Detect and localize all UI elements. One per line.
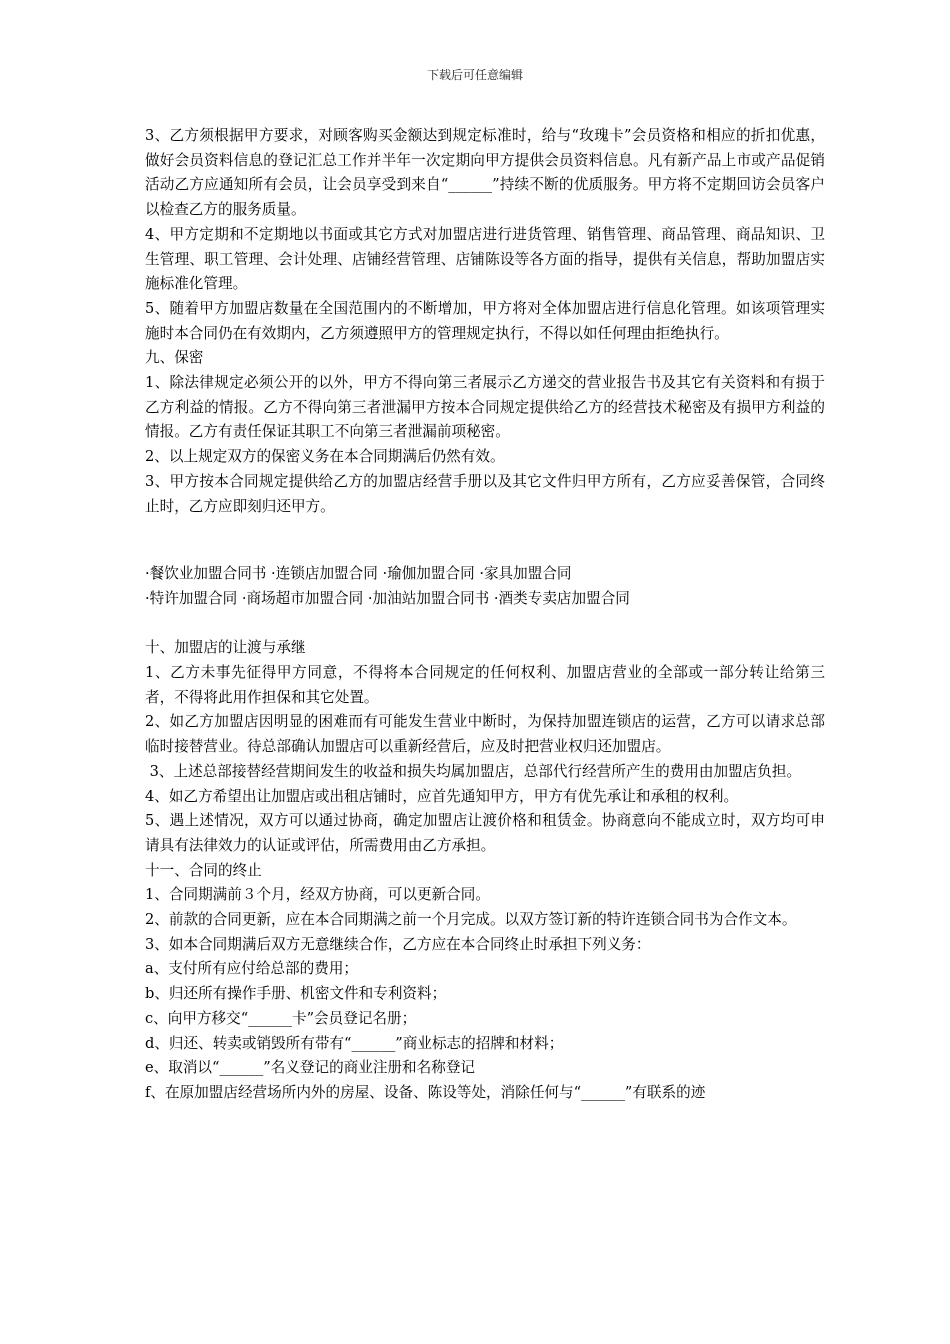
list-item: a、支付所有应付给总部的费用； xyxy=(145,960,359,978)
paragraph: 4、如乙方希望出让加盟店或出租店铺时，应首先通知甲方，甲方有优先承让和承租的权利。 xyxy=(145,787,739,805)
paragraph: 2、前款的合同更新，应在本合同期满之前一个月完成。以双方签订新的特许连锁合同书为合作文本。 xyxy=(145,911,797,929)
section-heading: 九、保密 xyxy=(145,349,204,367)
section-heading: 十一、合同的终止 xyxy=(145,861,262,879)
section-b xyxy=(145,636,825,1105)
page-header: 下载后可任意编辑 xyxy=(426,68,523,82)
paragraph: 1、合同期满前３个月，经双方协商，可以更新合同。 xyxy=(145,886,490,904)
paragraph: 2、以上规定双方的保密义务在本合同期满后仍然有效。 xyxy=(145,448,505,466)
related-link[interactable]: ·商场超市加盟合同 xyxy=(241,589,364,607)
related-link[interactable]: ·餐饮业加盟合同书 xyxy=(145,565,267,583)
related-link[interactable]: ·瑜伽加盟合同 xyxy=(382,565,475,583)
related-link[interactable]: ·家具加盟合同 xyxy=(479,565,572,583)
related-links xyxy=(145,562,825,611)
related-link[interactable]: ·连锁店加盟合同 xyxy=(271,565,378,583)
related-links-row xyxy=(145,562,825,587)
paragraph: 3、上述总部接替经营期间发生的收益和损失均属加盟店，总部代行经营所产生的费用由加盟店负担。 xyxy=(145,762,802,780)
gap xyxy=(145,519,825,562)
paragraph: 3、甲方按本合同规定提供给乙方的加盟店经营手册以及其它文件归甲方所有，乙方应妥善保管，合同终止时，乙方应即刻归还甲方。 xyxy=(145,472,825,515)
paragraph: 4、甲方定期和不定期地以书面或其它方式对加盟店进行进货管理、销售管理、商品管理、商品知识、卫生管理、职工管理、会计处理、店铺经营管理、店铺陈设等各方面的指导，提供有关信息，帮助加盟店实施标准化管理。 xyxy=(145,225,825,293)
related-link[interactable]: ·特许加盟合同 xyxy=(145,589,238,607)
section-a xyxy=(145,124,825,519)
paragraph: 5、随着甲方加盟店数量在全国范围内的不断增加，甲方将对全体加盟店进行信息化管理。如该项管理实施时本合同仍在有效期内，乙方须遵照甲方的管理规定执行，不得以如任何理由拒绝执行。 xyxy=(145,299,825,342)
gap xyxy=(145,612,825,637)
list-item: d、归还、转卖或销毁所有带有“______”商业标志的招牌和材料； xyxy=(145,1034,564,1052)
paragraph: 1、除法律规定必须公开的以外，甲方不得向第三者展示乙方递交的营业报告书及其它有关资料和有损于乙方利益的情报。乙方不得向第三者泄漏甲方按本合同规定提供给乙方的经营技术秘密及有损甲方利益的情报。乙方有责任保证其职工不向第三者泄漏前项秘密。 xyxy=(145,374,825,441)
related-link[interactable]: ·加油站加盟合同书 xyxy=(367,589,490,607)
list-item: f、在原加盟店经营场所内外的房屋、设备、陈设等处，消除任何与“______”有联系的迹 xyxy=(145,1084,706,1101)
document-body xyxy=(145,124,825,1106)
section-heading: 十、加盟店的让渡与承继 xyxy=(145,639,306,657)
paragraph: 5、遇上述情况，双方可以通过协商，确定加盟店让渡价格和租赁金。协商意向不能成立时，双方均可申请具有法律效力的认证或评估，所需费用由乙方承担。 xyxy=(145,812,825,854)
list-item: c、向甲方移交“______卡”会员登记名册； xyxy=(145,1009,417,1027)
paragraph: 2、如乙方加盟店因明显的困难而有可能发生营业中断时，为保持加盟连锁店的运营，乙方可以请求总部临时接替营业。待总部确认加盟店可以重新经营后，应及时把营业权归还加盟店。 xyxy=(145,713,825,756)
list-item: b、归还所有操作手册、机密文件和专利资料； xyxy=(145,985,447,1003)
paragraph: 1、乙方未事先征得甲方同意，不得将本合同规定的任何权利、加盟店营业的全部或一部分转让给第三者，不得将此用作担保和其它处置。 xyxy=(145,664,825,706)
paragraph: 3、如本合同期满后双方无意继续合作，乙方应在本合同终止时承担下列义务： xyxy=(145,935,651,953)
list-item: e、取消以“______”名义登记的商业注册和名称登记 xyxy=(145,1059,476,1077)
paragraph: 3、乙方须根据甲方要求，对顾客购买金额达到规定标准时，给与“玫瑰卡”会员资格和相应的折扣优惠，做好会员资料信息的登记汇总工作并半年一次定期向甲方提供会员资料信息。凡有新产品上市或产品促销活动乙方应通知所有会员，让会员享受到来自“______”持续不断的优质服务。甲方将不定期回访会员客户以检查乙方的服务质量。 xyxy=(145,127,825,219)
related-links-row xyxy=(145,587,825,612)
related-link[interactable]: ·酒类专卖店加盟合同 xyxy=(493,589,630,607)
